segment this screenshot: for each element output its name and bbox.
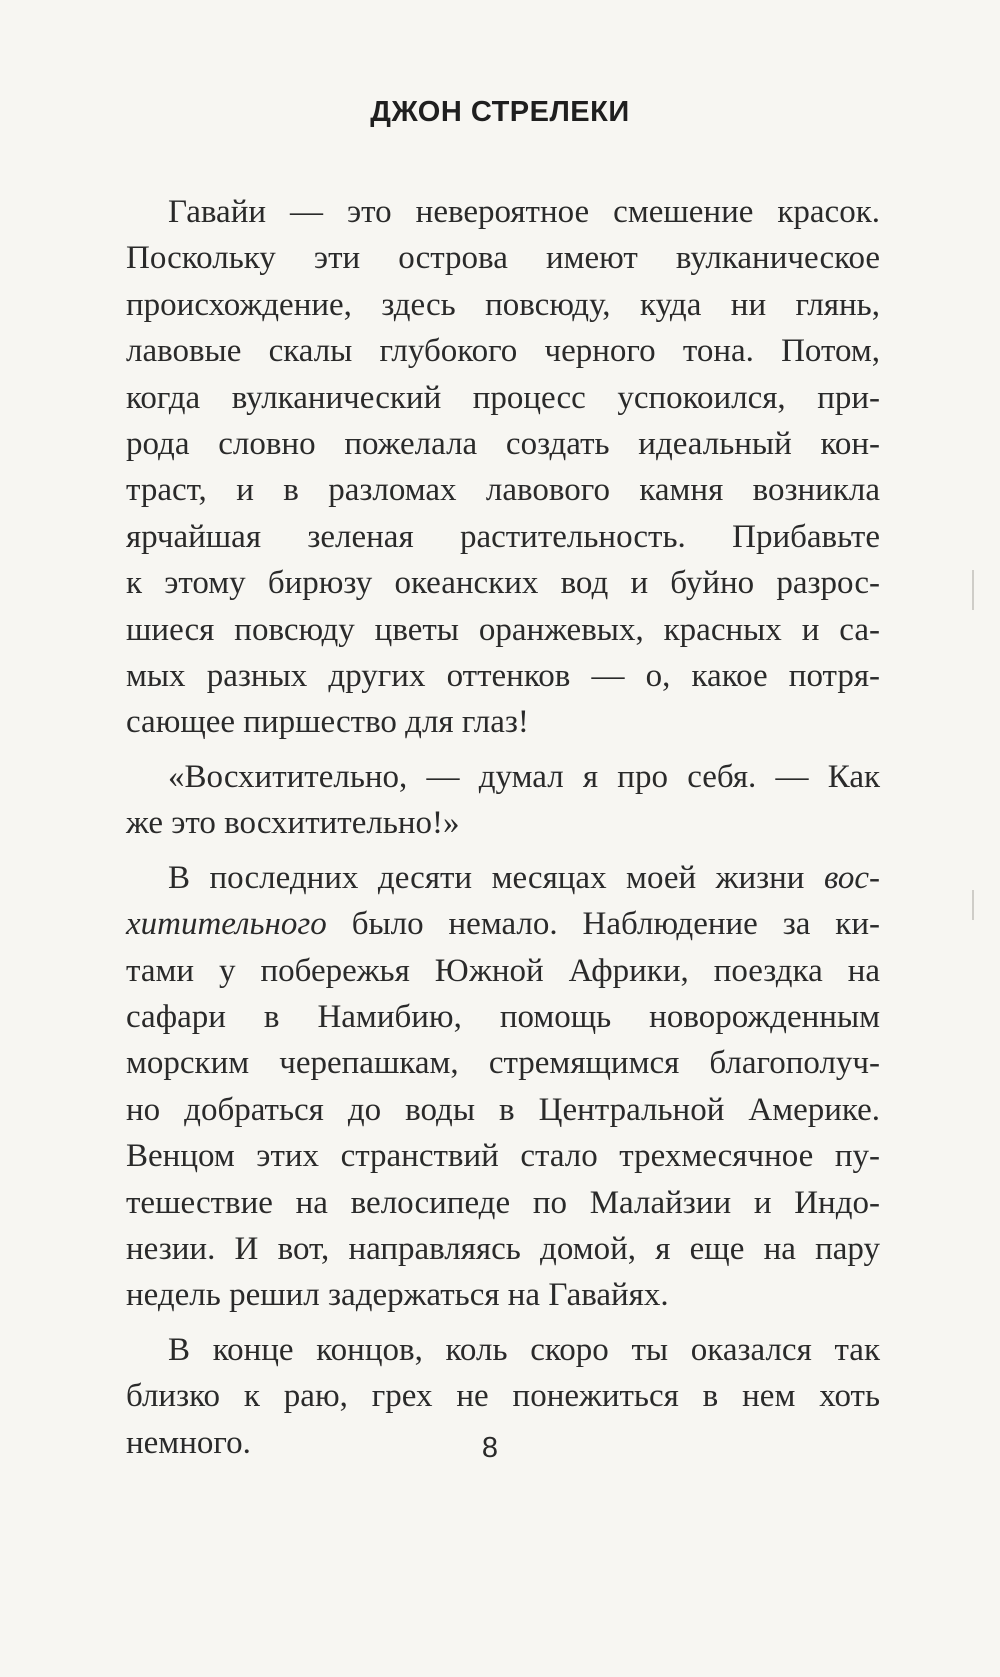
italic-text: вос-	[823, 859, 880, 896]
text-line: мых разных других оттенков — о, какое потря-	[126, 658, 880, 695]
text-line: немного.	[126, 1424, 251, 1461]
text-line: Гавайи — это невероятное смешение красок.	[168, 194, 880, 230]
text-line: же это восхитительно!»	[126, 805, 460, 842]
text-line: близко к раю, грех не понежиться в нем хоть	[126, 1378, 880, 1415]
text-line: Венцом этих странствий стало трехмесячное пу-	[126, 1138, 880, 1175]
text-line: В конце концов, коль скоро ты оказался так	[168, 1331, 880, 1368]
text-line: происхождение, здесь повсюду, куда ни глянь,	[126, 286, 880, 323]
text-run: В последних десяти месяцах моей жизни	[168, 859, 824, 896]
text-line: рода словно пожелала создать идеальный кон-	[126, 426, 880, 463]
page-edge-mark	[972, 570, 974, 610]
text-line: незии. И вот, направляясь домой, я еще на пару	[126, 1230, 880, 1267]
text-line	[126, 901, 880, 947]
body-text	[126, 189, 880, 1466]
text-line: когда вулканический процесс успокоился, при-	[126, 379, 880, 416]
text-line: тешествие на велосипеде по Малайзии и Индо-	[126, 1184, 880, 1221]
text-line: сафари в Намибию, помощь новорожденным	[126, 998, 880, 1035]
text-line: лавовые скалы глубокого черного тона. Потом,	[126, 333, 880, 370]
text-line: Поскольку эти острова имеют вулканическое	[126, 240, 880, 277]
text-line: к этому бирюзу океанских вод и буйно разрос-	[126, 565, 880, 602]
text-line: ярчайшая зеленая растительность. Прибавьте	[126, 518, 880, 555]
paragraph-2	[126, 754, 880, 847]
text-run: было немало. Наблюдение за ки-	[326, 906, 880, 943]
page-edge-mark	[972, 890, 974, 920]
paragraph-3	[126, 855, 880, 1319]
text-line: «Восхитительно, — думал я про себя. — Как	[168, 758, 880, 795]
running-head: ДЖОН СТРЕЛЕКИ	[370, 96, 630, 128]
text-line: но добраться до воды в Центральной Америке.	[126, 1091, 880, 1128]
italic-text: хитительного	[126, 906, 327, 943]
text-line: тами у побережья Южной Африки, поездка на	[126, 952, 880, 989]
text-line: шиеся повсюду цветы оранжевых, красных и са-	[126, 611, 880, 648]
text-line: недель решил задержаться на Гавайях.	[126, 1277, 669, 1314]
text-line: траст, и в разломах лавового камня возникла	[126, 472, 880, 509]
page-number: 8	[481, 1432, 499, 1464]
text-line	[126, 855, 880, 901]
text-line: морским черепашкам, стремящимся благополуч-	[126, 1045, 880, 1082]
paragraph-1	[126, 189, 880, 746]
text-line: сающее пиршество для глаз!	[126, 704, 529, 741]
